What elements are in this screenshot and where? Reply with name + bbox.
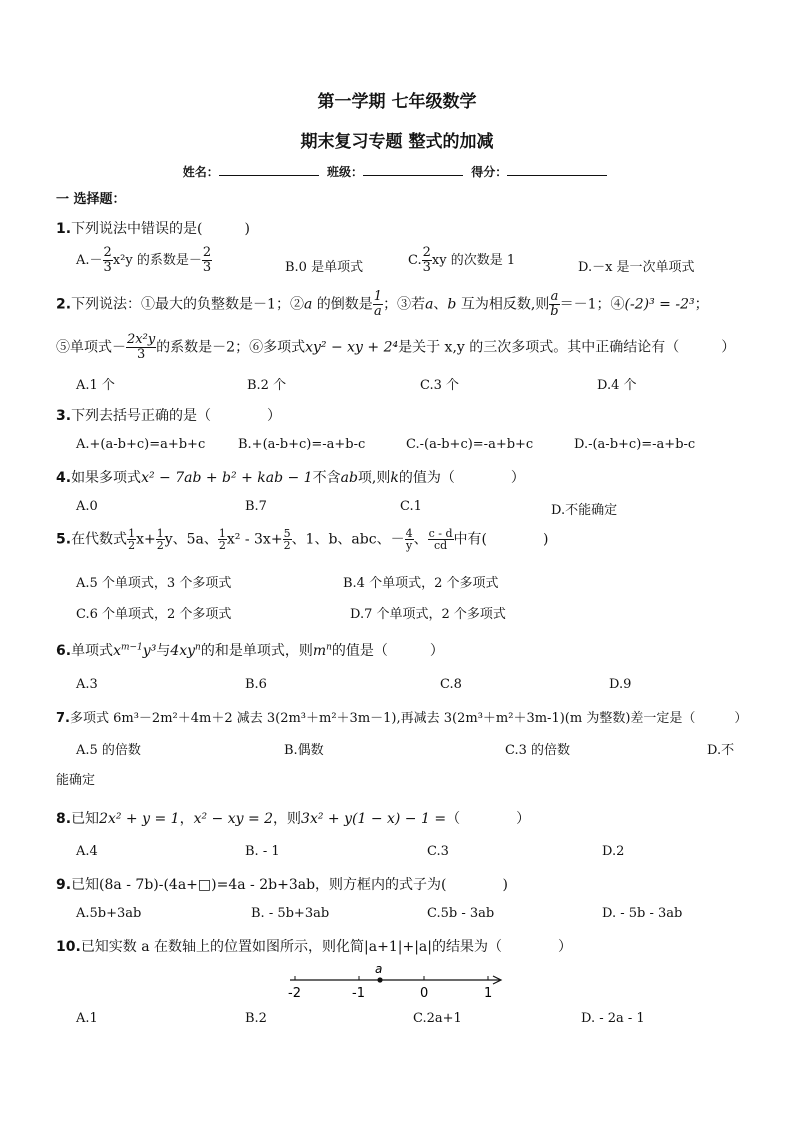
question-number: 3. xyxy=(56,408,72,424)
question-2 xyxy=(56,290,709,319)
q5-option-d[interactable]: D.7 个单项式，2 个多项式 xyxy=(350,607,506,622)
q5-option-c[interactable]: C.6 个单项式，2 个多项式 xyxy=(76,607,232,622)
numerator: c - d xyxy=(428,527,453,540)
q4-option-b[interactable]: B.7 xyxy=(245,499,267,514)
question-5 xyxy=(56,528,548,551)
stem-text: ， xyxy=(179,811,194,827)
math-expression: xy² − xy + 2⁴ xyxy=(305,339,399,356)
math-expression: 3x² + y(1 − x) − 1 = xyxy=(301,811,447,827)
numerator: 2x²y xyxy=(127,332,156,347)
numerator: 4 xyxy=(405,527,413,540)
q2-option-a[interactable]: A.1 个 xyxy=(76,378,115,393)
variable: k xyxy=(390,470,399,486)
variable: m xyxy=(312,643,327,659)
q10-option-a[interactable]: A.1 xyxy=(76,1011,98,1026)
tick-label: 0 xyxy=(420,986,429,1000)
q8-option-b[interactable]: B. - 1 xyxy=(245,844,280,859)
denominator: b xyxy=(550,304,559,319)
question-number: 4. xyxy=(56,470,72,486)
fraction xyxy=(156,528,165,551)
question-number: 6. xyxy=(56,643,72,659)
stem-text: 的值是（ ） xyxy=(331,643,444,659)
question-10 xyxy=(56,936,572,956)
denominator: a xyxy=(374,304,382,319)
question-number: 2. xyxy=(56,296,72,313)
q9-option-d[interactable]: D. - 5b - 3ab xyxy=(602,906,683,921)
stem-text: 、1、b、abc、－ xyxy=(291,531,405,548)
variable: ab xyxy=(340,470,358,486)
stem-text: 下列说法：①最大的负整数是－1；② xyxy=(71,296,304,313)
stem-text: （ ） xyxy=(446,811,531,827)
question-stem: 已知实数 a 在数轴上的位置如图所示，则化简|a+1|+|a|的结果为（ ） xyxy=(80,939,572,955)
stem-text: 单项式 xyxy=(71,643,114,659)
math-expression: 2x² + y = 1 xyxy=(99,811,180,827)
math-expression: x² − xy = 2 xyxy=(193,811,274,827)
numerator: 2 xyxy=(103,245,112,260)
fraction xyxy=(422,246,432,275)
q4-option-a[interactable]: A.0 xyxy=(76,499,98,514)
q3-option-d[interactable]: D.-(a-b+c)=-a+b-c xyxy=(574,437,696,452)
tick-label: -2 xyxy=(288,986,301,1000)
q4-option-c[interactable]: C.1 xyxy=(400,499,422,514)
variable: y xyxy=(164,531,173,548)
q9-option-b[interactable]: B. - 5b+3ab xyxy=(251,906,330,921)
stem-text: 不含 xyxy=(312,470,341,486)
stem-text: ； xyxy=(694,296,709,313)
tick-label: -1 xyxy=(352,986,365,1000)
exponent: n xyxy=(195,642,201,653)
question-2-line-2 xyxy=(56,333,735,362)
q10-option-d[interactable]: D. - 2a - 1 xyxy=(581,1011,645,1026)
q2-option-c[interactable]: C.3 个 xyxy=(420,378,460,393)
stem-text: ＝－1；④ xyxy=(559,296,625,313)
numerator: 1 xyxy=(128,527,136,540)
variable: y³ xyxy=(142,643,157,659)
denominator: 3 xyxy=(202,260,212,275)
numerator: 1 xyxy=(156,527,164,540)
question-stem: 下列去括号正确的是（ ） xyxy=(71,408,282,424)
fraction xyxy=(405,528,414,551)
score-blank[interactable] xyxy=(507,164,607,176)
q6-option-a[interactable]: A.3 xyxy=(76,677,98,692)
q1-option-d[interactable]: D.－x 是一次单项式 xyxy=(578,260,695,275)
q6-option-d[interactable]: D.9 xyxy=(609,677,632,692)
fraction xyxy=(373,290,383,319)
question-number: 5. xyxy=(56,531,72,548)
stem-text: ，则 xyxy=(273,811,302,827)
name-blank[interactable] xyxy=(219,164,319,176)
question-9 xyxy=(56,874,508,894)
section-heading: 一 选择题： xyxy=(56,192,126,207)
math-expression: (-2)³ = -2³ xyxy=(624,296,695,313)
q3-option-b[interactable]: B.+(a-b+c)=-a+b-c xyxy=(238,437,366,452)
stem-text: 如果多项式 xyxy=(71,470,142,486)
tick-label: 1 xyxy=(484,986,493,1000)
denominator: cd xyxy=(433,539,448,552)
q7-option-d-continued: 能确定 xyxy=(56,773,96,788)
numerator: 2 xyxy=(422,245,431,260)
denominator: 2 xyxy=(128,539,136,552)
option-text: C. xyxy=(408,253,422,268)
operator: + xyxy=(143,531,156,548)
option-text: x²y 的系数是－ xyxy=(112,253,202,268)
variable: x xyxy=(113,643,121,659)
page-title: 第一学期 七年级数学 xyxy=(317,92,477,112)
fraction xyxy=(127,528,136,551)
math-expression: x² − 7ab + b² + kab − 1 xyxy=(141,470,313,486)
question-6 xyxy=(56,640,444,660)
numerator: 2 xyxy=(202,245,212,260)
numerator: 5 xyxy=(283,527,291,540)
q9-option-a[interactable]: A.5b+3ab xyxy=(76,906,142,921)
denominator: 2 xyxy=(218,539,226,552)
numerator: 1 xyxy=(218,527,226,540)
option-text: xy 的次数是 1 xyxy=(431,253,516,268)
stem-text: x² - 3x+ xyxy=(226,531,283,548)
stem-text: 是关于 x,y 的三次多项式。其中正确结论有（ ） xyxy=(398,339,736,356)
fraction xyxy=(126,333,156,362)
exponent: n xyxy=(326,642,332,653)
fraction xyxy=(103,246,113,275)
stem-text: 在代数式 xyxy=(71,531,128,548)
question-8 xyxy=(56,808,530,828)
denominator: 2 xyxy=(283,539,291,552)
q1-option-b[interactable]: B.0 是单项式 xyxy=(285,260,364,275)
denominator: y xyxy=(405,539,413,552)
q7-option-a[interactable]: A.5 的倍数 xyxy=(76,743,141,758)
question-7 xyxy=(56,707,747,726)
q3-option-c[interactable]: C.-(a-b+c)=-a+b+c xyxy=(406,437,534,452)
q10-option-b[interactable]: B.2 xyxy=(245,1011,267,1026)
stem-text: 、 xyxy=(433,296,448,313)
stem-text: 互为相反数,则 xyxy=(456,296,550,313)
denominator: 2 xyxy=(156,539,164,552)
denominator: 3 xyxy=(136,347,146,362)
number-line-figure xyxy=(280,960,510,1000)
question-number: 7. xyxy=(56,711,70,726)
q7-option-b[interactable]: B.偶数 xyxy=(284,743,324,758)
stem-text: 项,则 xyxy=(357,470,391,486)
fraction xyxy=(428,528,454,551)
fraction xyxy=(549,290,559,319)
denominator: 3 xyxy=(103,260,112,275)
q5-option-b[interactable]: B.4 个单项式，2 个多项式 xyxy=(343,576,499,591)
q1-option-c[interactable] xyxy=(408,246,515,275)
variable: x xyxy=(136,531,144,548)
q8-option-a[interactable]: A.4 xyxy=(76,844,98,859)
q4-option-d[interactable]: D.不能确定 xyxy=(551,503,618,518)
question-number: 8. xyxy=(56,811,72,827)
question-number: 1. xyxy=(56,221,72,237)
name-label: 姓名： xyxy=(182,165,219,179)
page-subtitle: 期末复习专题 整式的加减 xyxy=(300,132,494,152)
stem-text: ；③若 xyxy=(383,296,426,313)
numerator: a xyxy=(550,289,559,304)
exponent: m−1 xyxy=(120,642,143,653)
numerator: 1 xyxy=(373,289,383,304)
stem-text: 的和是单项式，则 xyxy=(200,643,313,659)
stem-text: 中有( ) xyxy=(453,531,549,548)
question-1 xyxy=(56,218,250,238)
stem-text: 与 xyxy=(156,643,171,659)
question-4 xyxy=(56,467,525,487)
fraction xyxy=(218,528,227,551)
variable: a xyxy=(303,296,313,313)
question-number: 9. xyxy=(56,877,72,893)
question-number: 10. xyxy=(56,939,81,955)
fraction xyxy=(202,246,212,275)
q6-option-b[interactable]: B.6 xyxy=(245,677,267,692)
question-3 xyxy=(56,405,281,425)
denominator: 3 xyxy=(422,260,431,275)
question-stem: 下列说法中错误的是( ) xyxy=(71,221,250,237)
q7-option-c[interactable]: C.3 的倍数 xyxy=(505,743,571,758)
point-a xyxy=(377,977,382,982)
option-text: A.－ xyxy=(76,253,103,268)
stem-text: 、 xyxy=(413,531,428,548)
question-stem: 多项式 6m³－2m²＋4m＋2 减去 3(2m³＋m²＋3m－1),再减去 3(2m³＋m²＋3m-1)(m 为整数)差一定是（ ） xyxy=(69,711,748,726)
class-label: 班级： xyxy=(326,165,363,179)
variable: a xyxy=(425,296,434,313)
q9-option-c[interactable]: C.5b - 3ab xyxy=(427,906,495,921)
q3-option-a[interactable]: A.+(a-b+c)=a+b+c xyxy=(76,437,206,452)
student-info-row xyxy=(0,163,794,180)
variable: b xyxy=(447,296,457,313)
stem-text: 的倒数是 xyxy=(312,296,373,313)
stem-text: 、5a、 xyxy=(172,531,218,548)
q1-option-a[interactable] xyxy=(76,246,212,275)
math-expression: 4xy xyxy=(170,643,196,659)
q5-option-a[interactable]: A.5 个单项式，3 个多项式 xyxy=(76,576,232,591)
q10-option-c[interactable]: C.2a+1 xyxy=(413,1011,462,1026)
q6-option-c[interactable]: C.8 xyxy=(440,677,462,692)
stem-text: 已知 xyxy=(71,811,100,827)
q8-option-d[interactable]: D.2 xyxy=(602,844,625,859)
score-label: 得分： xyxy=(471,165,508,179)
stem-text: 的值为（ ） xyxy=(398,470,525,486)
fraction xyxy=(283,528,292,551)
stem-text: 的系数是－2；⑥多项式 xyxy=(156,339,306,356)
question-stem: 已知(8a - 7b)-(4a+□)=4a - 2b+3ab，则方框内的式子为( ) xyxy=(71,877,508,893)
q7-option-d[interactable]: D.不 xyxy=(707,743,735,758)
stem-text: ⑤单项式－ xyxy=(56,339,126,356)
q8-option-c[interactable]: C.3 xyxy=(427,844,449,859)
point-a-label: a xyxy=(375,962,383,976)
q2-option-b[interactable]: B.2 个 xyxy=(247,378,287,393)
class-blank[interactable] xyxy=(363,164,463,176)
q2-option-d[interactable]: D.4 个 xyxy=(597,378,637,393)
